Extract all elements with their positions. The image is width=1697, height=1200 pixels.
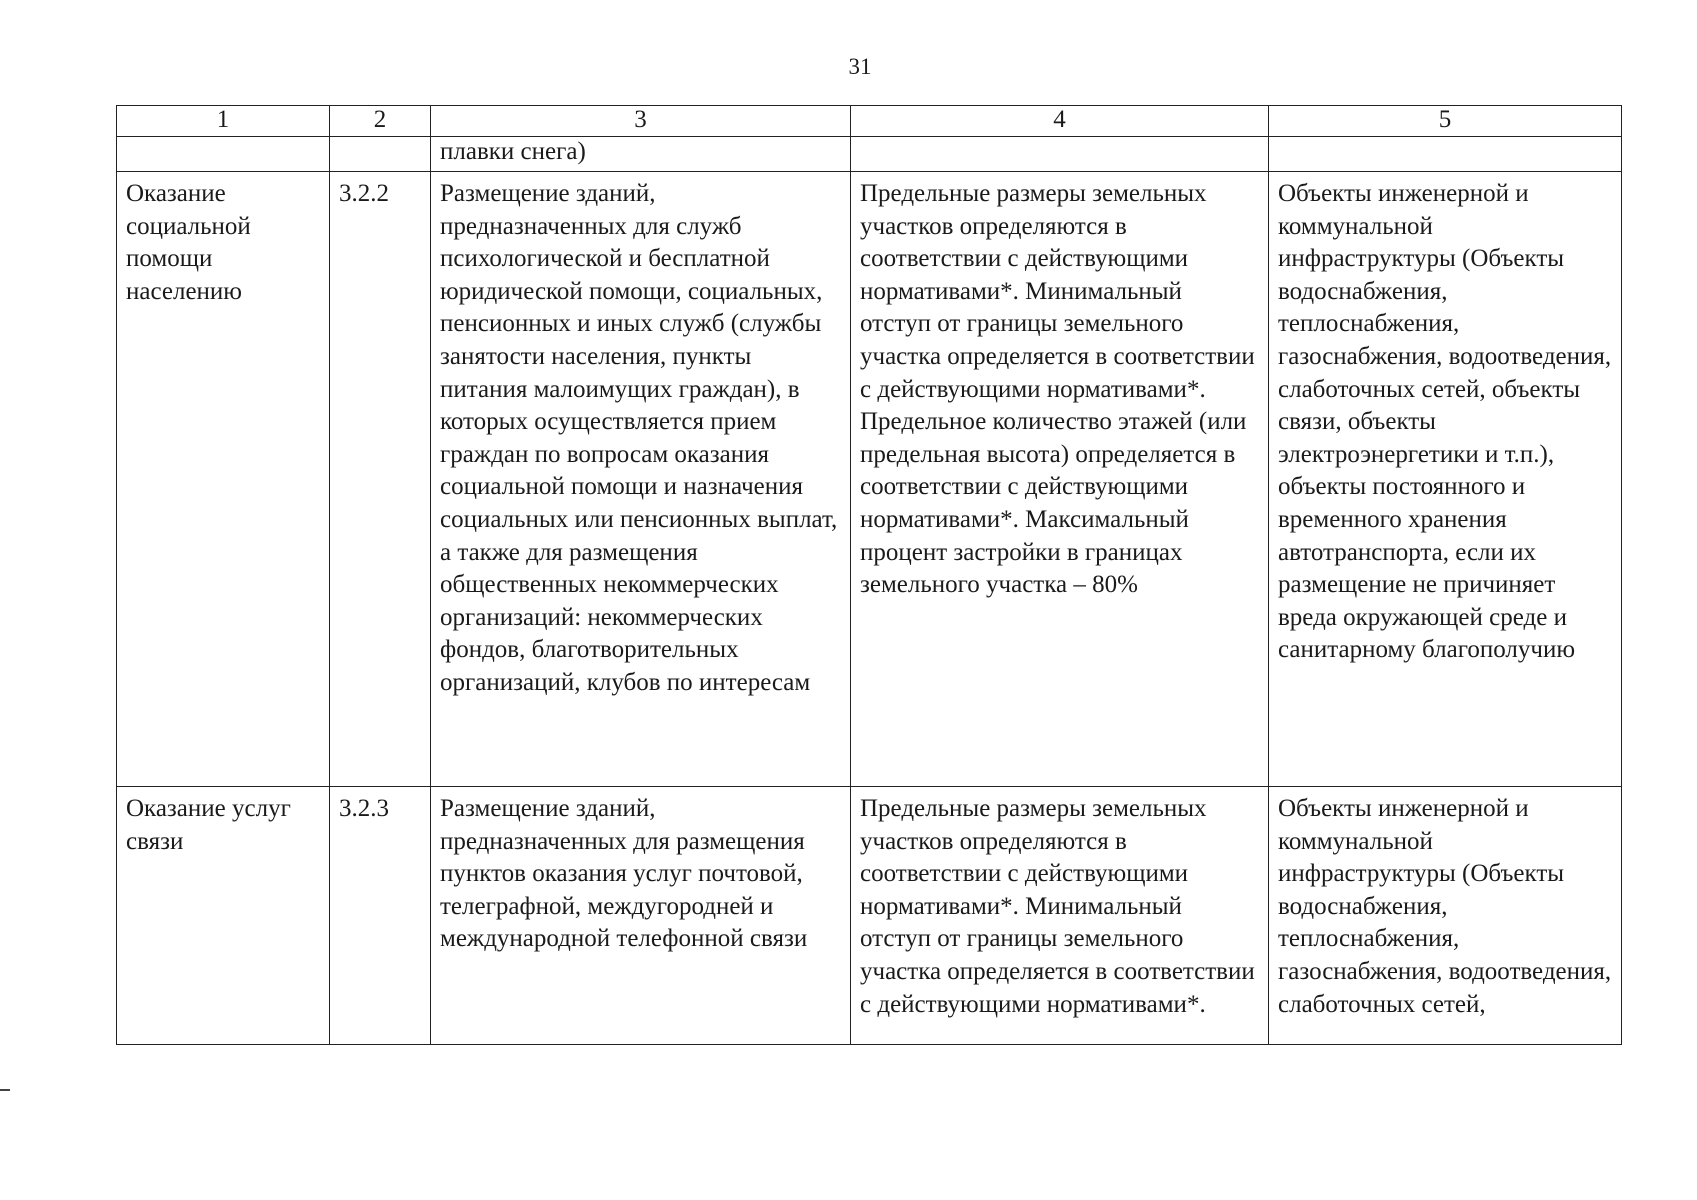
column-number-4: 4 (851, 106, 1269, 137)
land-use-table (116, 105, 1622, 1045)
use-type-code: 3.2.2 (330, 172, 431, 787)
column-number-1: 1 (117, 106, 330, 137)
use-type-name: Оказание услуг связи (117, 787, 330, 1045)
scan-margin-mark (0, 1089, 10, 1091)
auxiliary-uses: Объекты инженерной и коммунальной инфраструктуры (Объекты водоснабжения, теплоснабжения, газоснабжения, водоотведения, слаботочных сетей, (1269, 787, 1622, 1045)
column-number-2: 2 (330, 106, 431, 137)
use-type-description: Размещение зданий, предназначенных для служб психологической и бесплатной юридической помощи, социальных, пенсионных и иных служб (службы занятости населения, пункты питания малоимущих граждан), в которых осуществляется прием граждан по вопросам оказания социальной помощи и назначения социальных или пенсионных выплат, а также для размещения общественных некоммерческих организаций: некоммерческих фондов, благотворительных организаций, клубов по интересам (431, 172, 851, 787)
table-cell (330, 137, 431, 172)
table-cell: плавки снега) (431, 137, 851, 172)
table-cell (1269, 137, 1622, 172)
continuation-row (117, 137, 1622, 172)
use-type-code: 3.2.3 (330, 787, 431, 1045)
auxiliary-uses: Объекты инженерной и коммунальной инфраструктуры (Объекты водоснабжения, теплоснабжения, газоснабжения, водоотведения, слаботочных сетей, объекты связи, объекты электроэнергетики и т.п.), объекты постоянного и временного хранения автотранспорта, если их размещение не причиняет вреда окружающей среде и санитарному благополучию (1269, 172, 1622, 787)
use-type-description: Размещение зданий, предназначенных для размещения пунктов оказания услуг почтовой, телеграфной, междугородней и международной телефонной связи (431, 787, 851, 1045)
building-parameters: Предельные размеры земельных участков определяются в соответствии с действующими нормативами*. Минимальный отступ от границы земельного участка определяется в соответствии с действующими нормативами*. Предельное количество этажей (или предельная высота) определяется в соответствии с действующими нормативами*. Максимальный процент застройки в границах земельного участка – 80% (851, 172, 1269, 787)
table-row-social-assistance (117, 172, 1622, 787)
building-parameters: Предельные размеры земельных участков определяются в соответствии с действующими нормативами*. Минимальный отступ от границы земельного участка определяется в соответствии с действующими нормативами*. (851, 787, 1269, 1045)
table-header-row (117, 106, 1622, 137)
column-number-3: 3 (431, 106, 851, 137)
table-cell (851, 137, 1269, 172)
table-cell (117, 137, 330, 172)
use-type-name: Оказание социальной помощи населению (117, 172, 330, 787)
column-number-5: 5 (1269, 106, 1622, 137)
page-number: 31 (848, 54, 872, 79)
table-row-communication-services (117, 787, 1622, 1045)
